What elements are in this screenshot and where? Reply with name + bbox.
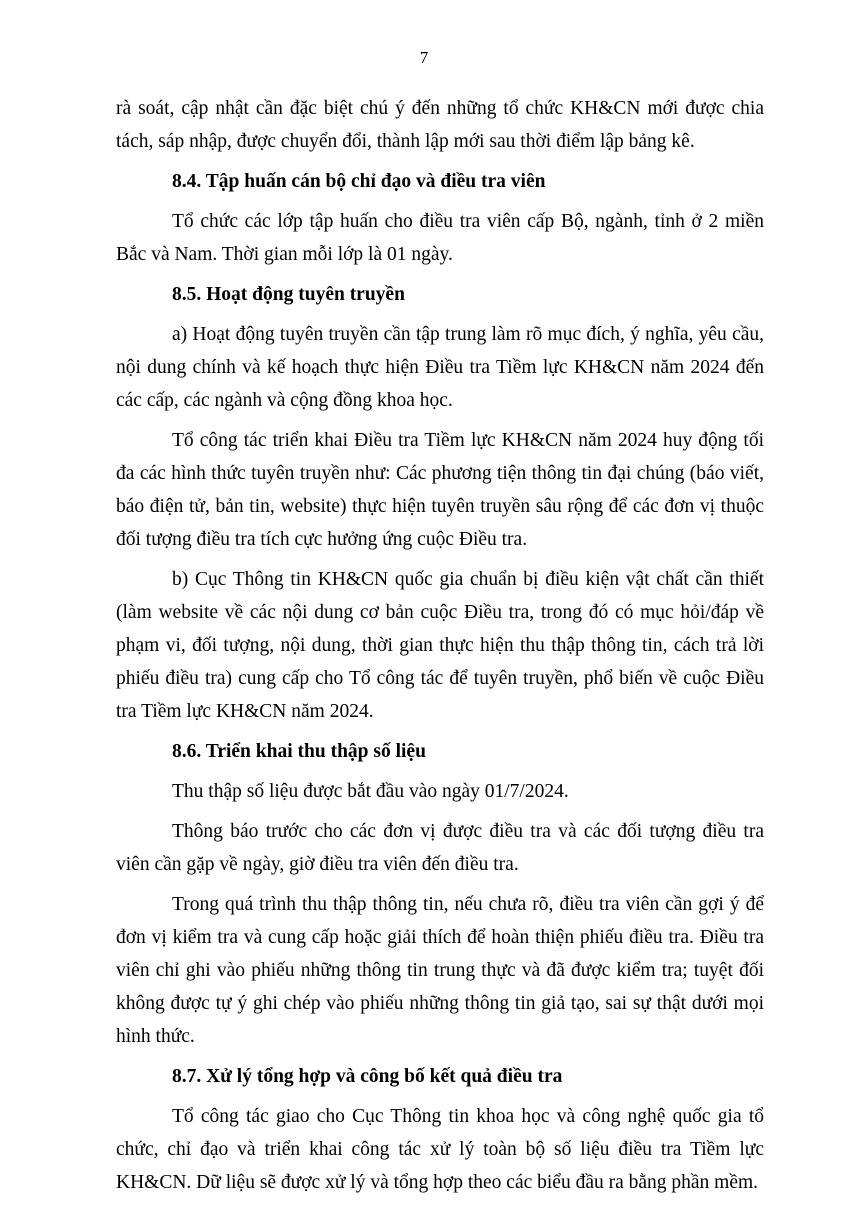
document-body: [116, 92, 764, 1206]
paragraph-intro-continued: rà soát, cập nhật cần đặc biệt chú ý đến những tổ chức KH&CN mới được chia tách, sáp nhập, được chuyển đổi, thành lập mới sau thời điểm lập bảng kê.: [116, 98, 764, 152]
paragraph: Tổ chức các lớp tập huấn cho điều tra viên cấp Bộ, ngành, tỉnh ở 2 miền Bắc và Nam. Thời gian mỗi lớp là 01 ngày.: [116, 211, 764, 265]
paragraph: Tổ công tác triển khai Điều tra Tiềm lực KH&CN năm 2024 huy động tối đa các hình thức tuyên truyền như: Các phương tiện thông tin đại chúng (báo viết, báo điện tử, bản tin, website) thực hiện tuyên truyền sâu rộng để các đơn vị thuộc đối tượng điều tra tích cực hưởng ứng cuộc Điều tra.: [116, 430, 764, 550]
section-heading-8-5: 8.5. Hoạt động tuyên truyền: [172, 284, 405, 305]
page-number: 7: [419, 48, 429, 67]
paragraph: a) Hoạt động tuyên truyền cần tập trung làm rõ mục đích, ý nghĩa, yêu cầu, nội dung chính và kế hoạch thực hiện Điều tra Tiềm lực KH&CN năm 2024 đến các cấp, các ngành và cộng đồng khoa học.: [116, 324, 764, 411]
paragraph: Tổ công tác giao cho Cục Thông tin khoa học và công nghệ quốc gia tổ chức, chỉ đạo và triển khai công tác xử lý toàn bộ số liệu điều tra Tiềm lực KH&CN. Dữ liệu sẽ được xử lý và tổng hợp theo các biểu đầu ra bằng phần mềm.: [116, 1106, 764, 1193]
section-heading-8-6: 8.6. Triển khai thu thập số liệu: [172, 741, 426, 762]
paragraph: Thông báo trước cho các đơn vị được điều tra và các đối tượng điều tra viên cần gặp về ngày, giờ điều tra viên đến điều tra.: [116, 821, 764, 875]
paragraph: Thu thập số liệu được bắt đầu vào ngày 01/7/2024.: [172, 781, 569, 802]
section-heading-8-4: 8.4. Tập huấn cán bộ chỉ đạo và điều tra viên: [172, 171, 546, 192]
paragraph: Trong quá trình thu thập thông tin, nếu chưa rõ, điều tra viên cần gợi ý để đơn vị kiểm tra và cung cấp hoặc giải thích để hoàn thiện phiếu điều tra. Điều tra viên chỉ ghi vào phiếu những thông tin trung thực và đã được kiểm tra; tuyệt đối không được tự ý ghi chép vào phiếu những thông tin giả tạo, sai sự thật dưới mọi hình thức.: [116, 894, 764, 1047]
section-heading-8-7: 8.7. Xử lý tổng hợp và công bố kết quả điều tra: [172, 1066, 563, 1087]
paragraph: b) Cục Thông tin KH&CN quốc gia chuẩn bị điều kiện vật chất cần thiết (làm website về các nội dung cơ bản cuộc Điều tra, trong đó có mục hỏi/đáp về phạm vi, đối tượng, nội dung, thời gian thực hiện thu thập thông tin, cách trả lời phiếu điều tra) cung cấp cho Tổ công tác để tuyên truyền, phổ biến về cuộc Điều tra Tiềm lực KH&CN năm 2024.: [116, 569, 764, 722]
